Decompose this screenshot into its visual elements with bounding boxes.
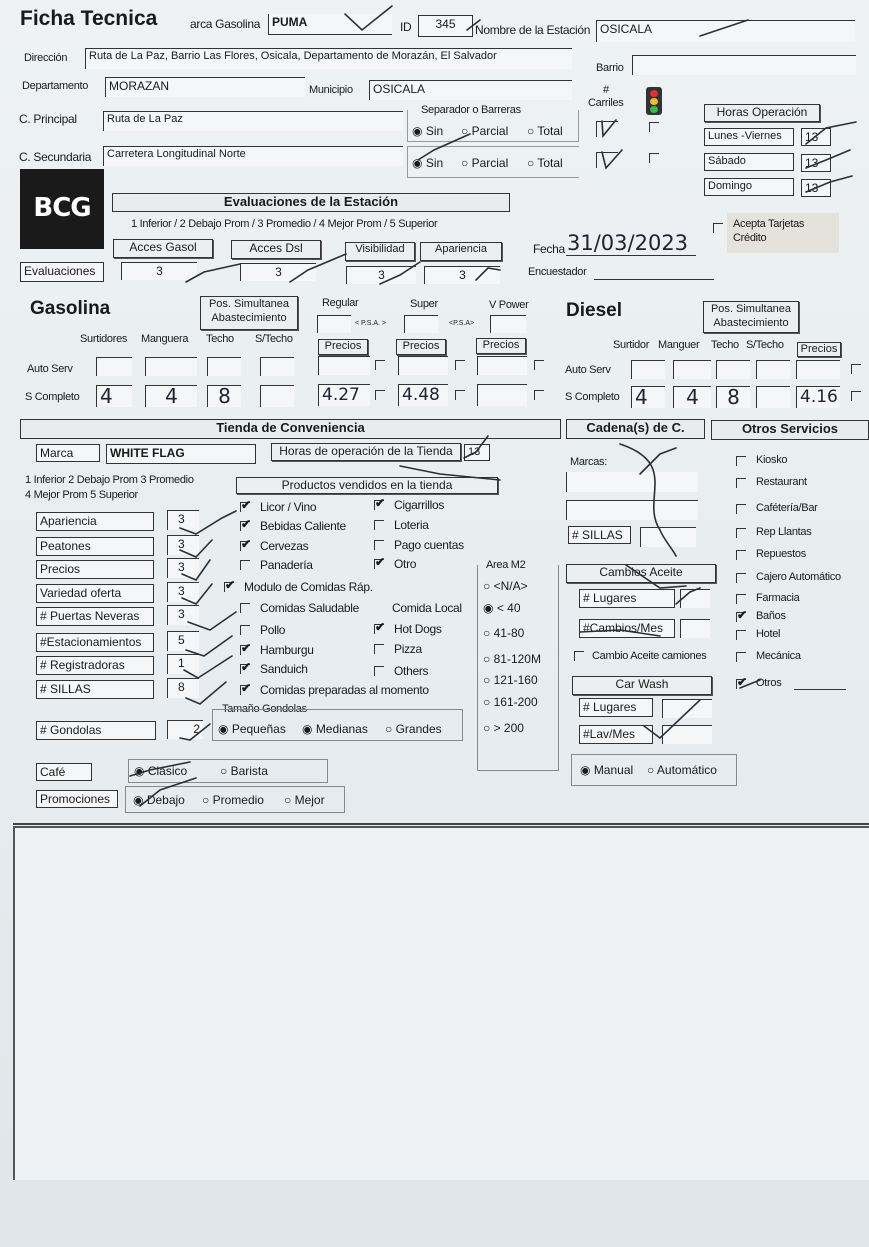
rating-value[interactable]: 8 xyxy=(167,678,199,698)
area-option-radio[interactable] xyxy=(483,673,538,687)
diesel-s-completo-techo[interactable]: 8 xyxy=(716,386,750,408)
area-option-label: < 40 xyxy=(496,601,521,615)
cadena-title: Cadena(s) de C. xyxy=(566,419,705,439)
promedio-label: Promedio xyxy=(212,793,264,807)
cambios-mes-field[interactable] xyxy=(680,619,710,638)
servicio-label: Mecánica xyxy=(756,650,801,662)
cambios-aceite-title: Cambios Aceite xyxy=(566,564,716,583)
checkmark-icon: ✔ xyxy=(225,578,236,592)
lunes-viernes-label: Lunes -Viernes xyxy=(704,128,794,146)
servicio-checkbox[interactable] xyxy=(736,478,746,488)
checkmark-icon: ✔ xyxy=(241,537,252,551)
product-label-loteria: Loteria xyxy=(394,518,429,532)
area-option-label: > 200 xyxy=(493,721,524,735)
product-checkbox-preparadas[interactable] xyxy=(240,681,252,695)
product-label-otro: Otro xyxy=(394,557,417,571)
gasolina-pos-simultanea[interactable] xyxy=(200,296,298,330)
rating-label: Apariencia xyxy=(36,512,154,531)
servicio-checkbox[interactable] xyxy=(736,608,748,622)
product-label-bebidas: Bebidas Caliente xyxy=(260,519,346,533)
grandes-label: Grandes xyxy=(395,722,442,736)
mejor-label: Mejor xyxy=(294,793,325,807)
lunes-viernes-field[interactable]: 13 xyxy=(801,128,831,146)
notes-area[interactable] xyxy=(13,826,869,1180)
encuestador-label: Encuestador xyxy=(528,266,587,278)
cprincipal-label: C. Principal xyxy=(19,112,77,126)
municipio-label: Municipio xyxy=(309,84,353,96)
separador-sin-label: Sin xyxy=(425,124,444,138)
nombre-label: Nombre de la Estación xyxy=(475,23,591,37)
mejor-radio[interactable]: ○ Mejor xyxy=(284,793,325,807)
bcg-logo-text: BCG xyxy=(33,193,91,223)
separador-total-label: Total xyxy=(537,124,563,138)
product-checkbox-others[interactable] xyxy=(374,666,384,676)
barrio-label: Barrio xyxy=(596,62,624,74)
departamento-label: Departamento xyxy=(22,80,89,92)
product-label-others: Others xyxy=(394,664,429,678)
product-label-licor: Licor / Vino xyxy=(260,500,317,514)
cafe-label: Café xyxy=(36,763,92,781)
separador-title: Separador o Barreras xyxy=(421,104,521,116)
diesel-auto-serv-precio[interactable] xyxy=(796,360,840,379)
servicio-label: Hotel xyxy=(756,628,781,640)
product-checkbox-hamburgu[interactable] xyxy=(240,641,252,655)
productos-title: Productos vendidos en la tienda xyxy=(236,477,498,494)
grandes-radio[interactable]: ○ Grandes xyxy=(385,722,442,736)
diesel-manguer-label: Manguer xyxy=(658,339,700,351)
rating-label: Precios xyxy=(36,560,154,579)
product-label-hamburgu: Hamburgu xyxy=(260,643,314,657)
separador-parcial-label: Parcial xyxy=(471,156,509,170)
debajo-label: Debajo xyxy=(146,793,185,807)
cambios-mes-label: #Cambios/Mes xyxy=(579,619,675,638)
precios-regular-button[interactable]: Precios xyxy=(318,339,368,355)
auto-serv-techo[interactable] xyxy=(207,357,241,376)
otros-servicios-title: Otros Servicios xyxy=(711,420,869,440)
auto-serv-precio-super[interactable] xyxy=(398,356,448,375)
diesel-precios-button[interactable]: Precios xyxy=(797,342,841,357)
servicio-label: Restaurant xyxy=(756,476,807,488)
diesel-s-completo-precio[interactable]: 4.16 xyxy=(796,386,840,408)
diesel-techo-label: Techo xyxy=(711,339,739,351)
s-completo-check-regular[interactable] xyxy=(375,390,385,400)
tienda-scale-2: 4 Mejor Prom 5 Superior xyxy=(25,489,138,501)
manguera-label: Manguera xyxy=(141,333,189,345)
tienda-horas-label: Horas de operación de la Tienda xyxy=(271,443,461,461)
apariencia-button[interactable]: Apariencia xyxy=(420,242,502,261)
acepta-tarjetas-checkbox[interactable] xyxy=(713,223,723,233)
psa-label-1: < P.S.A. > xyxy=(355,320,387,327)
separador-sin-label: Sin xyxy=(425,156,444,170)
checkmark-icon: ✔ xyxy=(241,660,252,674)
diesel-pos-simultanea[interactable] xyxy=(703,301,799,333)
cambio-camiones-label: Cambio Aceite camiones xyxy=(592,650,707,662)
regular-label: Regular xyxy=(322,297,359,309)
servicio-checkbox[interactable] xyxy=(736,630,746,640)
marca-label: arca Gasolina xyxy=(190,17,261,31)
product-checkbox-pago[interactable] xyxy=(374,540,384,550)
promociones-label: Promociones xyxy=(36,790,118,808)
s-completo-label: S Completo xyxy=(25,391,80,403)
carriles-box-1a[interactable] xyxy=(596,121,618,137)
product-label-local: Comida Local xyxy=(392,601,462,615)
cambio-camiones-checkbox[interactable] xyxy=(574,651,584,661)
checkmark-icon: ✔ xyxy=(241,681,252,695)
servicio-checkbox[interactable] xyxy=(736,675,748,689)
visibilidad-value[interactable]: 3 xyxy=(346,266,416,284)
carwash-lugares-label: # Lugares xyxy=(579,698,653,717)
servicio-checkbox[interactable] xyxy=(736,594,746,604)
clasico-label: Clásico xyxy=(147,764,188,778)
medianas-radio[interactable]: ◉ Medianas xyxy=(302,722,368,736)
product-checkbox-pollo[interactable] xyxy=(240,625,250,635)
area-option-radio[interactable] xyxy=(483,579,528,593)
auto-serv-precio-vpower[interactable] xyxy=(477,356,527,375)
horas-operacion-title: Horas Operación xyxy=(704,104,820,122)
sabado-label: Sábado xyxy=(704,153,794,171)
marcas-field-2[interactable] xyxy=(566,472,698,492)
product-label-hotdogs: Hot Dogs xyxy=(394,622,442,636)
pequenas-radio[interactable]: ◉ Pequeñas xyxy=(218,722,286,736)
s-completo-precio-super[interactable]: 4.48 xyxy=(398,384,448,406)
promedio-radio[interactable]: ○ Promedio xyxy=(202,793,264,807)
barista-radio[interactable]: ○ Barista xyxy=(220,764,268,778)
pos-simultanea-label: Pos. Simultanea xyxy=(208,298,290,310)
pos-simultanea-label: Pos. Simultanea xyxy=(710,303,792,315)
diesel-auto-serv-stecho[interactable] xyxy=(756,360,790,379)
s-completo-techo[interactable]: 8 xyxy=(207,385,241,407)
nombre-field[interactable]: OSICALA xyxy=(596,20,855,42)
gondolas-field[interactable]: 2 xyxy=(167,720,203,739)
automatico-label: Automático xyxy=(656,763,717,777)
auto-serv-stecho[interactable] xyxy=(260,357,294,376)
auto-serv-check-super[interactable] xyxy=(455,360,465,370)
product-checkbox-panaderia[interactable] xyxy=(240,560,250,570)
checkmark-icon: ✔ xyxy=(737,608,748,622)
product-label-modulo: Modulo de Comidas Ráp. xyxy=(244,580,373,594)
domingo-label: Domingo xyxy=(704,178,794,196)
servicio-checkbox[interactable] xyxy=(736,456,746,466)
rating-label: # Puertas Neveras xyxy=(36,607,154,626)
acces-gasol-value[interactable]: 3 xyxy=(121,262,197,280)
evaluaciones-title: Evaluaciones de la Estación xyxy=(112,193,510,212)
cambios-lugares-label: # Lugares xyxy=(579,589,675,608)
sabado-field[interactable]: 13 xyxy=(801,154,831,172)
csecundaria-label: C. Secundaria xyxy=(19,150,92,164)
domingo-field[interactable]: 13 xyxy=(801,179,831,197)
servicio-label: Farmacia xyxy=(756,592,800,604)
product-checkbox-hotdogs[interactable] xyxy=(374,620,386,634)
acces-dsl-button[interactable]: Acces Dsl xyxy=(231,240,321,259)
bcg-logo xyxy=(20,169,104,249)
s-completo-stecho[interactable] xyxy=(260,385,294,407)
separador-total-radio-2[interactable]: ○ Total xyxy=(527,156,563,170)
lav-mes-field[interactable] xyxy=(662,725,712,744)
tienda-marca-field[interactable]: WHITE FLAG xyxy=(106,444,256,464)
notes-divider xyxy=(13,823,869,825)
techo-label: Techo xyxy=(206,333,234,345)
area-option-radio[interactable] xyxy=(483,601,521,615)
separador-sin-radio-2[interactable]: ◉ Sin xyxy=(412,156,444,170)
area-option-label: 121-160 xyxy=(493,673,538,687)
diesel-s-completo-label: S Completo xyxy=(565,391,620,403)
radio-empty-icon: ○ xyxy=(483,579,494,593)
product-checkbox-saludable[interactable] xyxy=(240,603,250,613)
rating-value[interactable]: 3 xyxy=(167,582,199,602)
product-checkbox-loteria[interactable] xyxy=(374,520,384,530)
product-checkbox-cigarrillos[interactable] xyxy=(374,496,386,510)
apariencia-value[interactable]: 3 xyxy=(424,266,500,284)
acepta-tarjetas-label: Acepta Tarjetas xyxy=(733,218,805,230)
precios-super-button[interactable]: Precios xyxy=(396,339,446,355)
product-checkbox-bebidas[interactable] xyxy=(240,517,252,531)
rating-label: Peatones xyxy=(36,537,154,556)
evaluaciones-scale: 1 Inferior / 2 Debajo Prom / 3 Promedio / 4 Mejor Prom / 5 Superior xyxy=(131,218,438,230)
separador-total-label: Total xyxy=(537,156,563,170)
servicio-label: Rep Llantas xyxy=(756,526,812,538)
servicio-label: Kiosko xyxy=(756,454,788,466)
csecundaria-field[interactable]: Carretera Longitudinal Norte xyxy=(103,146,403,166)
rating-value[interactable]: 3 xyxy=(167,605,199,625)
checkmark-icon: ✔ xyxy=(241,517,252,531)
product-checkbox-licor[interactable] xyxy=(240,498,252,512)
fecha-value[interactable]: 31/03/2023 xyxy=(567,231,689,255)
servicio-checkbox[interactable] xyxy=(736,550,746,560)
servicio-checkbox[interactable] xyxy=(736,504,746,514)
tienda-horas-field[interactable]: 13 xyxy=(464,444,490,461)
credito-label: Crédito xyxy=(733,232,767,244)
lav-mes-label: #Lav/Mes xyxy=(579,725,653,744)
area-option-radio[interactable] xyxy=(483,626,524,640)
servicio-checkbox[interactable] xyxy=(736,652,746,662)
product-label-cigarrillos: Cigarrillos xyxy=(394,498,445,512)
servicio-label: Baños xyxy=(756,610,786,622)
stecho-label: S/Techo xyxy=(255,333,293,345)
encuestador-line[interactable] xyxy=(594,279,714,280)
id-label: ID xyxy=(400,20,412,34)
servicio-label: Cajero Automático xyxy=(756,571,841,583)
area-option-label: 41-80 xyxy=(493,626,525,640)
area-option-label: 161-200 xyxy=(493,695,538,709)
carwash-lugares-field[interactable] xyxy=(662,699,712,718)
diesel-auto-serv-techo[interactable] xyxy=(716,360,750,379)
clasico-radio[interactable]: ◉ Clásico xyxy=(134,764,188,778)
carriles-label: Carriles xyxy=(588,97,624,109)
radio-empty-icon: ○ xyxy=(483,652,494,666)
product-label-sanduich: Sanduich xyxy=(260,662,308,676)
carriles-box-2a[interactable] xyxy=(596,152,618,168)
checkmark-icon: ✔ xyxy=(375,496,386,510)
diesel-s-completo-surtidor[interactable]: 4 xyxy=(631,386,665,408)
evaluaciones-row-label: Evaluaciones xyxy=(20,262,104,282)
visibilidad-button[interactable]: Visibilidad xyxy=(345,242,415,261)
fecha-line xyxy=(566,255,696,256)
product-label-pago: Pago cuentas xyxy=(394,538,464,552)
acces-dsl-value[interactable]: 3 xyxy=(240,263,316,281)
diesel-s-completo-stecho[interactable] xyxy=(756,386,790,408)
regular-psa-box[interactable] xyxy=(317,315,351,333)
area-option-label: <N/A> xyxy=(493,579,528,593)
product-checkbox-pizza[interactable] xyxy=(374,644,384,654)
rating-value[interactable]: 3 xyxy=(167,535,199,555)
traffic-light-icon xyxy=(646,87,662,115)
barrio-field[interactable] xyxy=(632,55,856,75)
marcas-label: Marcas: xyxy=(570,456,608,468)
product-label-saludable: Comidas Saludable xyxy=(260,601,359,615)
product-label-pizza: Pizza xyxy=(394,642,422,656)
abastecimiento-label: Abastecimiento xyxy=(211,312,287,324)
barista-label: Barista xyxy=(230,764,268,778)
vpower-psa-box[interactable] xyxy=(490,315,526,333)
separador-parcial-radio-1[interactable]: ○ Parcial xyxy=(461,124,509,138)
rating-value[interactable]: 1 xyxy=(167,654,199,674)
servicio-label: Otros xyxy=(756,677,782,689)
area-title: Area M2 xyxy=(486,559,526,571)
rating-label: # SILLAS xyxy=(36,680,154,699)
direccion-label: Dirección xyxy=(24,52,68,64)
diesel-auto-serv-surtidor[interactable] xyxy=(631,360,665,379)
manual-radio[interactable]: ◉ Manual xyxy=(580,763,634,777)
diesel-s-completo-manguer[interactable]: 4 xyxy=(673,386,711,408)
separador-parcial-radio-2[interactable]: ○ Parcial xyxy=(461,156,509,170)
municipio-field[interactable]: OSICALA xyxy=(369,80,572,100)
fecha-label: Fecha xyxy=(533,242,565,256)
product-label-cervezas: Cervezas xyxy=(260,539,309,553)
radio-empty-icon: ○ xyxy=(483,626,494,640)
area-option-radio[interactable] xyxy=(483,652,541,666)
automatico-radio[interactable]: ○ Automático xyxy=(647,763,717,777)
diesel-auto-serv-check[interactable] xyxy=(851,364,861,374)
diesel-auto-serv-manguer[interactable] xyxy=(673,360,711,379)
diesel-surtidor-label: Surtidor xyxy=(613,339,650,351)
radio-empty-icon: ○ xyxy=(483,695,494,709)
gondolas-label: # Gondolas xyxy=(36,721,156,740)
surtidores-label: Surtidores xyxy=(80,333,128,345)
rating-value[interactable]: 5 xyxy=(167,631,199,651)
s-completo-manguera[interactable]: 4 xyxy=(145,385,197,407)
marcas-field-3[interactable] xyxy=(566,500,698,520)
departamento-field[interactable]: MORAZAN xyxy=(105,77,305,97)
debajo-radio[interactable]: ◉ Debajo xyxy=(133,793,185,807)
area-option-radio[interactable] xyxy=(483,721,524,735)
rating-label: #Estacionamientos xyxy=(36,633,154,652)
auto-serv-precio-regular[interactable] xyxy=(318,356,370,375)
rating-label: Variedad oferta xyxy=(36,584,154,603)
s-completo-check-super[interactable] xyxy=(455,390,465,400)
tienda-marca-label: Marca xyxy=(36,444,100,462)
s-completo-check-vpower[interactable] xyxy=(534,390,544,400)
checkmark-icon: ✔ xyxy=(737,675,748,689)
medianas-label: Medianas xyxy=(315,722,368,736)
diesel-auto-serv-label: Auto Serv xyxy=(565,364,611,376)
form-title: Ficha Tecnica xyxy=(20,7,158,30)
id-field[interactable]: 345 xyxy=(418,15,473,37)
super-label: Super xyxy=(410,298,438,310)
vpower-label: V Power xyxy=(489,299,529,311)
direccion-field[interactable]: Ruta de La Paz, Barrio Las Flores, Osicala, Departamento de Morazán, El Salvador xyxy=(85,48,572,69)
cprincipal-field[interactable]: Ruta de La Paz xyxy=(103,111,403,131)
tienda-scale-1: 1 Inferior 2 Debajo Prom 3 Promedio xyxy=(25,474,194,486)
cadena-sillas-field[interactable] xyxy=(640,527,696,547)
diesel-stecho-label: S/Techo xyxy=(746,339,784,351)
diesel-s-completo-check[interactable] xyxy=(851,391,861,401)
carriles-check-1b[interactable] xyxy=(649,122,659,132)
area-group xyxy=(477,565,559,771)
acces-gasol-button[interactable]: Acces Gasol xyxy=(113,239,213,258)
tamano-gondolas-title: Tamaño Gondolas xyxy=(222,703,307,715)
carriles-check-2b[interactable] xyxy=(649,153,659,163)
separador-total-radio-1[interactable]: ○ Total xyxy=(527,124,563,138)
product-label-preparadas: Comidas preparadas al momento xyxy=(260,683,429,697)
product-label-pollo: Pollo xyxy=(260,623,286,637)
car-wash-title: Car Wash xyxy=(572,676,712,695)
radio-selected-icon: ◉ xyxy=(483,601,497,615)
abastecimiento-label: Abastecimiento xyxy=(713,317,789,329)
precios-vpower-button[interactable]: Precios xyxy=(476,338,526,354)
rating-value[interactable]: 3 xyxy=(167,510,199,530)
separador-sin-radio-1[interactable]: ◉ Sin xyxy=(412,124,444,138)
gasolina-title: Gasolina xyxy=(30,298,111,319)
radio-empty-icon: ○ xyxy=(483,673,494,687)
auto-serv-label: Auto Serv xyxy=(27,363,73,375)
auto-serv-manguera[interactable] xyxy=(145,357,197,376)
pequenas-label: Pequeñas xyxy=(231,722,286,736)
carriles-hash: # xyxy=(603,84,609,96)
area-option-label: 81-120M xyxy=(493,652,541,666)
s-completo-precio-regular[interactable]: 4.27 xyxy=(318,384,370,406)
product-checkbox-cervezas[interactable] xyxy=(240,537,252,551)
tienda-title: Tienda de Conveniencia xyxy=(20,419,561,439)
servicio-label: Repuestos xyxy=(756,548,806,560)
s-completo-surtidores[interactable]: 4 xyxy=(96,385,132,407)
cambios-lugares-field[interactable] xyxy=(680,589,710,608)
servicio-checkbox[interactable] xyxy=(736,573,746,583)
auto-serv-check-regular[interactable] xyxy=(375,360,385,370)
checkmark-icon: ✔ xyxy=(375,620,386,634)
cadena-sillas-label: # SILLAS xyxy=(568,526,631,544)
checkmark-icon: ✔ xyxy=(375,555,386,569)
super-psa-box[interactable] xyxy=(404,315,438,333)
separador-parcial-label: Parcial xyxy=(471,124,509,138)
servicio-checkbox[interactable] xyxy=(736,528,746,538)
rating-value[interactable]: 3 xyxy=(167,558,199,578)
diesel-title: Diesel xyxy=(566,300,622,321)
product-checkbox-sanduich[interactable] xyxy=(240,660,252,674)
s-completo-precio-vpower[interactable] xyxy=(477,384,527,406)
checkmark-icon: ✔ xyxy=(241,498,252,512)
checkmark-icon: ✔ xyxy=(241,641,252,655)
product-checkbox-otro[interactable] xyxy=(374,555,386,569)
product-checkbox-modulo[interactable] xyxy=(224,578,236,592)
rating-label: # Registradoras xyxy=(36,656,154,675)
radio-empty-icon: ○ xyxy=(483,721,494,735)
area-option-radio[interactable] xyxy=(483,695,538,709)
product-label-panaderia: Panadería xyxy=(260,558,313,572)
auto-serv-surtidores[interactable] xyxy=(96,357,132,376)
auto-serv-check-vpower[interactable] xyxy=(534,360,544,370)
marca-field[interactable]: PUMA xyxy=(268,14,392,35)
otros-line[interactable] xyxy=(794,689,846,690)
servicio-label: Cafétería/Bar xyxy=(756,502,818,514)
manual-label: Manual xyxy=(593,763,634,777)
psa-label-2: <P.S.A> xyxy=(449,320,475,327)
